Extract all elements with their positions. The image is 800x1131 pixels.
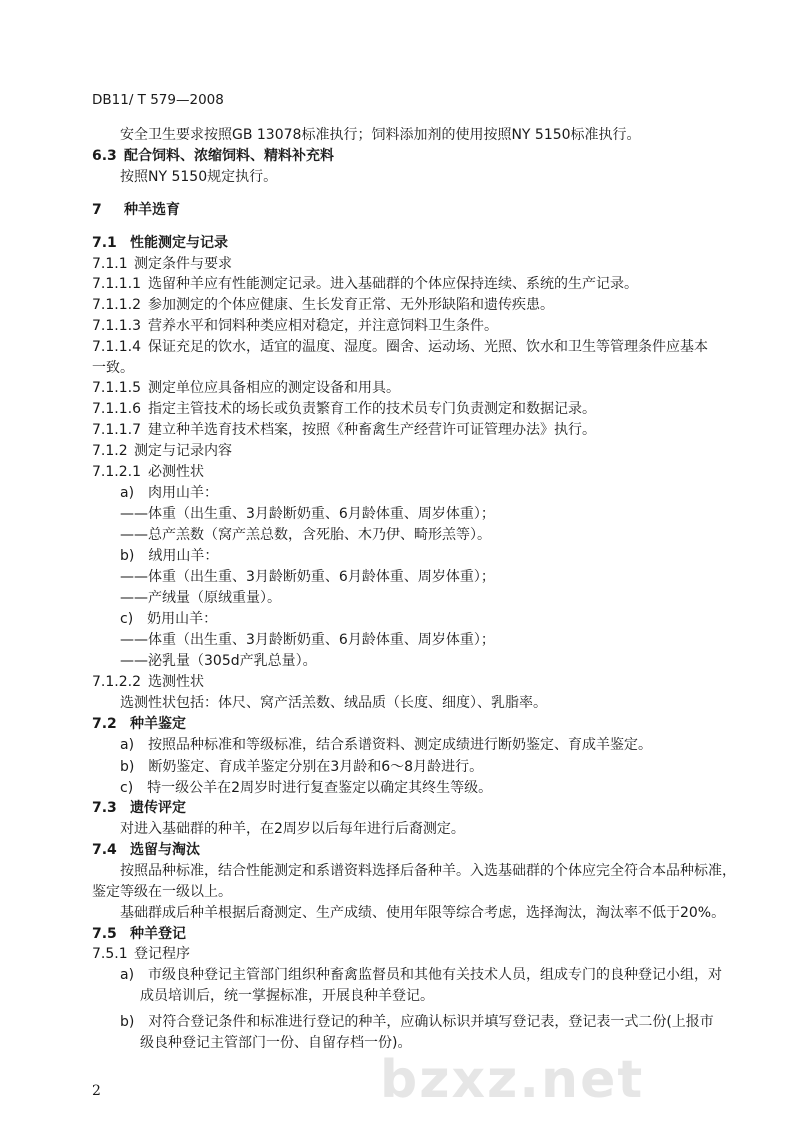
text-line	[0, 861, 800, 881]
text-line	[0, 840, 800, 860]
text-line	[0, 944, 800, 964]
clause-number: 7.4	[92, 842, 117, 858]
text-line	[0, 546, 800, 566]
clause-number: 7	[92, 202, 102, 218]
text-line	[0, 1012, 800, 1032]
text-line	[0, 337, 800, 357]
paragraph-text: b) 断奶鉴定、育成羊鉴定分别在3月龄和6～8月龄进行。	[120, 759, 484, 775]
paragraph-text: 一致。	[92, 360, 134, 376]
text-line	[0, 924, 800, 944]
paragraph-text: a) 按照品种标准和等级标准，结合系谱资料、测定成绩进行断奶鉴定、育成羊鉴定。	[120, 737, 653, 753]
paragraph-text: 成员培训后，统一掌握标准，开展良种羊登记。	[140, 988, 434, 1004]
paragraph-text: ——体重（出生重、3月龄断奶重、6月龄体重、周岁体重）；	[120, 506, 495, 522]
clause-number: 7.1.1	[92, 256, 128, 272]
text-line	[0, 798, 800, 818]
paragraph-text: 鉴定等级在一级以上。	[92, 884, 232, 900]
paragraph-text: b) 绒用山羊：	[120, 548, 219, 564]
clause-text: 指定主管技术的场长或负责繁育工作的技术员专门负责测定和数据记录。	[148, 401, 596, 417]
clause-number: 7.1.1.6	[92, 401, 141, 417]
clause-number: 7.1.1.4	[92, 339, 141, 355]
clause-number: 7.1.1.3	[92, 318, 141, 334]
paragraph-text: 安全卫生要求按照GB 13078标准执行；饲料添加剂的使用按照NY 5150标准执行。	[120, 127, 641, 143]
text-line	[0, 399, 800, 419]
clause-text: 配合饲料、浓缩饲料、精料补充料	[124, 148, 334, 164]
text-line	[0, 146, 800, 166]
text-line	[0, 714, 800, 734]
paragraph-text: ——泌乳量（305d产乳总量）。	[120, 653, 317, 669]
text-line	[0, 693, 800, 713]
text-line	[0, 504, 800, 524]
paragraph-text: 按照NY 5150规定执行。	[120, 169, 278, 185]
paragraph-text: 级良种登记主管部门一份、自留存档一份)。	[140, 1035, 412, 1051]
clause-text: 选留与淘汰	[130, 842, 200, 858]
clause-text: 必测性状	[148, 464, 204, 480]
paragraph-text: ——总产羔数（窝产羔总数，含死胎、木乃伊、畸形羔等）。	[120, 527, 491, 543]
clause-text: 参加测定的个体应健康、生长发育正常、无外形缺陷和遗传疾患。	[148, 297, 554, 313]
text-line	[0, 274, 800, 294]
text-line	[0, 316, 800, 336]
text-line	[0, 588, 800, 608]
text-line	[0, 441, 800, 461]
text-line	[0, 567, 800, 587]
text-line	[0, 672, 800, 692]
paragraph-text: c) 特一级公羊在2周岁时进行复查鉴定以确定其终生等级。	[120, 780, 493, 796]
text-line	[0, 735, 800, 755]
clause-text: 选测性状	[148, 674, 204, 690]
text-line	[0, 254, 800, 274]
paragraph-text: a) 市级良种登记主管部门组织种畜禽监督员和其他有关技术人员，组成专门的良种登记小组，对	[120, 967, 723, 983]
clause-text: 遗传评定	[130, 800, 186, 816]
clause-text: 登记程序	[134, 946, 190, 962]
watermark: bzxz.net	[380, 1050, 645, 1110]
paragraph-text: c) 奶用山羊：	[120, 611, 218, 627]
clause-text: 种羊选育	[124, 202, 180, 218]
clause-number: 7.1.1.7	[92, 422, 141, 438]
text-line	[0, 295, 800, 315]
text-line	[0, 462, 800, 482]
clause-number: 7.1.2.1	[92, 464, 141, 480]
text-line	[0, 965, 800, 985]
text-line	[0, 609, 800, 629]
clause-number: 6.3	[92, 148, 117, 164]
clause-number: 7.1.1.1	[92, 276, 141, 292]
clause-number: 7.5.1	[92, 946, 128, 962]
paragraph-text: ——产绒量（原绒重量）。	[120, 590, 281, 606]
text-line	[0, 525, 800, 545]
text-line	[0, 200, 800, 220]
page-number: 2	[92, 1083, 101, 1099]
text-line	[0, 778, 800, 798]
paragraph-text: ——体重（出生重、3月龄断奶重、6月龄体重、周岁体重）；	[120, 569, 495, 585]
text-line	[0, 233, 800, 253]
clause-number: 7.1.1.2	[92, 297, 141, 313]
text-line	[0, 882, 800, 902]
text-line	[0, 757, 800, 777]
clause-number: 7.3	[92, 800, 117, 816]
clause-text: 种羊鉴定	[130, 716, 186, 732]
clause-text: 测定与记录内容	[134, 443, 232, 459]
clause-number: 7.1	[92, 235, 117, 251]
paragraph-text: 按照品种标准，结合性能测定和系谱资料选择后备种羊。入选基础群的个体应完全符合本品种标准，	[120, 863, 736, 879]
text-line	[0, 378, 800, 398]
text-line	[0, 630, 800, 650]
paragraph-text: 选测性状包括：体尺、窝产活羔数、绒品质（长度、细度）、乳脂率。	[120, 695, 547, 711]
paragraph-text: a) 肉用山羊：	[120, 485, 219, 501]
clause-text: 测定条件与要求	[134, 256, 232, 272]
clause-text: 建立种羊选育技术档案，按照《种畜禽生产经营许可证管理办法》执行。	[148, 422, 596, 438]
clause-text: 测定单位应具备相应的测定设备和用具。	[148, 380, 400, 396]
standard-code-header: DB11/ T 579—2008	[92, 92, 224, 108]
text-line	[0, 420, 800, 440]
clause-number: 7.1.2	[92, 443, 128, 459]
clause-text: 种羊登记	[130, 926, 186, 942]
paragraph-text: b) 对符合登记条件和标准进行登记的种羊，应确认标识并填写登记表，登记表一式二份(上报市	[120, 1014, 714, 1030]
text-line	[0, 167, 800, 187]
text-line	[0, 483, 800, 503]
clause-number: 7.2	[92, 716, 117, 732]
clause-number: 7.1.2.2	[92, 674, 141, 690]
text-line	[0, 651, 800, 671]
clause-text: 保证充足的饮水，适宜的温度、湿度。圈舍、运动场、光照、饮水和卫生等管理条件应基本	[148, 339, 708, 355]
clause-text: 选留种羊应有性能测定记录。进入基础群的个体应保持连续、系统的生产记录。	[148, 276, 638, 292]
clause-number: 7.1.1.5	[92, 380, 141, 396]
clause-text: 营养水平和饲料种类应相对稳定，并注意饲料卫生条件。	[148, 318, 498, 334]
paragraph-text: 对进入基础群的种羊，在2周岁以后每年进行后裔测定。	[120, 821, 465, 837]
text-line	[0, 819, 800, 839]
text-line	[0, 903, 800, 923]
text-line	[0, 358, 800, 378]
paragraph-text: 基础群成后种羊根据后裔测定、生产成绩、使用年限等综合考虑，选择淘汰，淘汰率不低于20%。	[120, 905, 726, 921]
clause-text: 性能测定与记录	[130, 235, 228, 251]
clause-number: 7.5	[92, 926, 117, 942]
paragraph-text: ——体重（出生重、3月龄断奶重、6月龄体重、周岁体重）；	[120, 632, 495, 648]
text-line	[0, 125, 800, 145]
text-line	[0, 986, 800, 1006]
